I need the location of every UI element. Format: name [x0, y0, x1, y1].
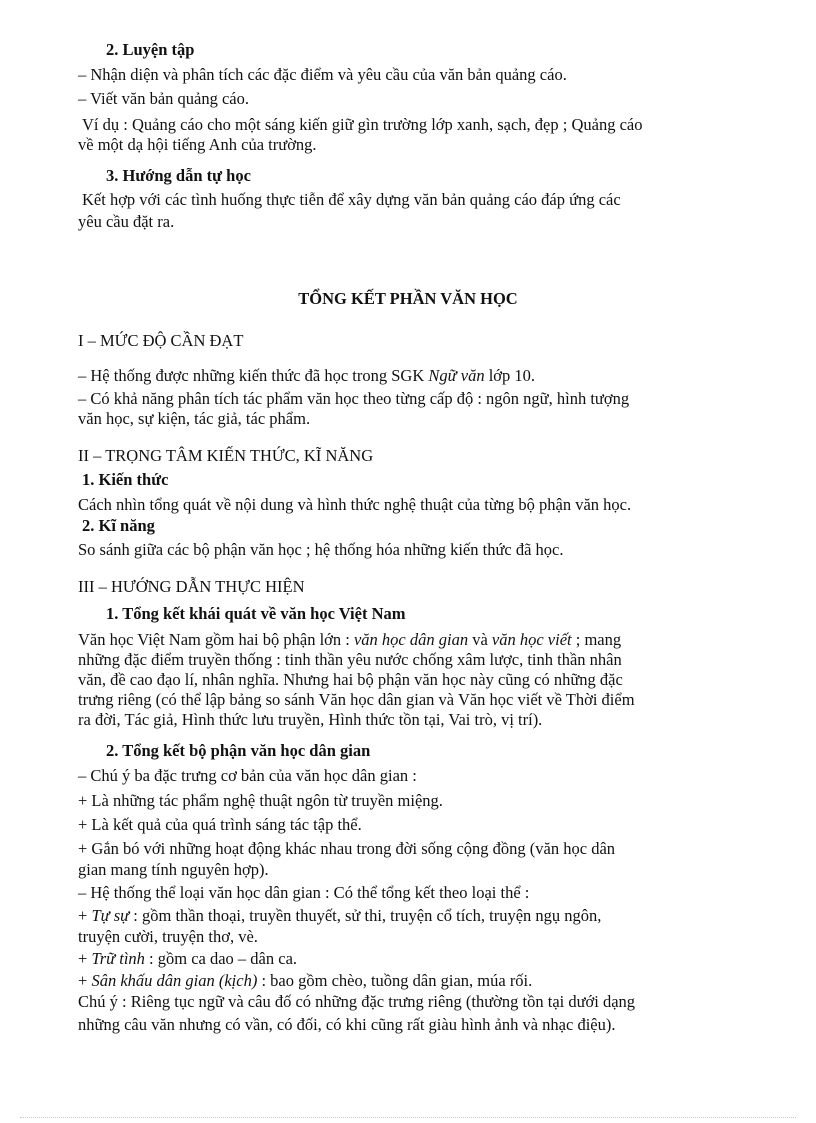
part-heading-3: III – HƯỚNG DẪN THỰC HIỆN: [78, 577, 305, 596]
paragraph-line: [78, 366, 535, 386]
paragraph-line: So sánh giữa các bộ phận văn học ; hệ thống hóa những kiến thức đã học.: [78, 540, 564, 559]
paragraph-line: Chú ý : Riêng tục ngữ và câu đố có những đặc trưng riêng (thường tồn tại dưới dạng: [78, 992, 636, 1011]
text-run: +: [78, 949, 92, 968]
document-title: TỔNG KẾT PHẦN VĂN HỌC: [298, 289, 518, 308]
text-run: Văn học Việt Nam gồm hai bộ phận lớn :: [78, 630, 354, 649]
paragraph-line: Ví dụ : Quảng cáo cho một sáng kiến giữ gìn trường lớp xanh, sạch, đẹp ; Quảng cáo: [82, 115, 643, 134]
genre-label: Trữ tình: [91, 949, 145, 968]
text-run: : gồm ca dao – dân ca.: [144, 949, 298, 968]
subheading-kien-thuc: 1. Kiến thức: [82, 470, 169, 489]
text-run: và: [468, 630, 492, 649]
paragraph-line: + Gắn bó với những hoạt động khác nhau trong đời sống cộng đồng (văn học dân: [78, 839, 616, 858]
emphasis-text: văn học viết: [491, 630, 572, 649]
paragraph-line: Kết hợp với các tình huống thực tiễn để xây dựng văn bản quảng cáo đáp ứng các: [82, 190, 621, 209]
part-heading-1: I – MỨC ĐỘ CẦN ĐẠT: [78, 331, 244, 350]
paragraph-line: những câu văn nhưng có vần, có đối, có khi cũng rất giàu hình ảnh và nhạc điệu).: [78, 1015, 616, 1034]
paragraph-line: – Viết văn bản quảng cáo.: [78, 89, 249, 108]
paragraph-line: truyện cười, truyện thơ, vè.: [78, 927, 258, 946]
paragraph-line: – Chú ý ba đặc trưng cơ bản của văn học dân gian :: [78, 766, 417, 785]
section-heading-luyen-tap: 2. Luyện tập: [106, 40, 195, 59]
text-run: : gồm thần thoại, truyền thuyết, sử thi, truyện cổ tích, truyện ngụ ngôn,: [129, 906, 602, 925]
paragraph-line: – Nhận diện và phân tích các đặc điểm và yêu cầu của văn bản quảng cáo.: [78, 65, 567, 84]
section-heading-tong-ket-khai-quat: 1. Tổng kết khái quát về văn học Việt Nam: [106, 604, 406, 623]
text-run: ; mang: [571, 630, 622, 649]
paragraph-line: + Là kết quả của quá trình sáng tác tập thể.: [78, 815, 362, 834]
paragraph-line: văn học, sự kiện, tác giả, tác phẩm.: [78, 409, 311, 428]
genre-label: Sân khấu dân gian (kịch): [91, 971, 258, 990]
paragraph-line: + Là những tác phẩm nghệ thuật ngôn từ truyền miệng.: [78, 791, 443, 810]
paragraph-line: [78, 949, 297, 969]
part-heading-2: II – TRỌNG TÂM KIẾN THỨC, KĨ NĂNG: [78, 446, 374, 465]
section-heading-van-hoc-dan-gian: 2. Tổng kết bộ phận văn học dân gian: [106, 741, 371, 760]
paragraph-line: gian mang tính nguyên hợp).: [78, 860, 269, 879]
paragraph-line: trưng riêng (có thể lập bảng so sánh Văn học dân gian và Văn học viết về Thời điểm: [78, 690, 635, 709]
section-heading-tu-hoc: 3. Hướng dẫn tự học: [106, 166, 251, 185]
text-run: +: [78, 906, 92, 925]
paragraph-line: những đặc điểm truyền thống : tinh thần yêu nước chống xâm lược, tinh thần nhân: [78, 650, 622, 669]
paragraph-line: – Hệ thống thể loại văn học dân gian : Có thể tổng kết theo loại thể :: [78, 883, 530, 902]
paragraph-line: [78, 971, 532, 991]
paragraph-line: ra đời, Tác giả, Hình thức lưu truyền, Hình thức tồn tại, Vai trò, vị trí).: [78, 710, 543, 729]
text-run: +: [78, 971, 92, 990]
text-run: : bao gồm chèo, tuồng dân gian, múa rối.: [257, 971, 533, 990]
paragraph-line: về một dạ hội tiếng Anh của trường.: [78, 135, 317, 154]
paragraph-line: – Có khả năng phân tích tác phẩm văn học theo từng cấp độ : ngôn ngữ, hình tượng: [78, 389, 630, 408]
book-title: Ngữ văn: [428, 366, 485, 385]
paragraph-line: [78, 630, 621, 650]
paragraph-line: văn, đề cao đạo lí, nhân nghĩa. Nhưng hai bộ phận văn học này cũng có những đặc: [78, 670, 623, 689]
page-bottom-border: [20, 1117, 796, 1118]
paragraph-line: Cách nhìn tổng quát về nội dung và hình thức nghệ thuật của từng bộ phận văn học.: [78, 495, 632, 514]
text-run: – Hệ thống được những kiến thức đã học trong SGK: [78, 366, 429, 385]
paragraph-line: [78, 906, 601, 926]
paragraph-line: yêu cầu đặt ra.: [78, 212, 175, 231]
emphasis-text: văn học dân gian: [353, 630, 469, 649]
text-run: lớp 10.: [484, 366, 536, 385]
subheading-ki-nang: 2. Kĩ năng: [82, 516, 155, 535]
genre-label: Tự sự: [91, 906, 130, 925]
